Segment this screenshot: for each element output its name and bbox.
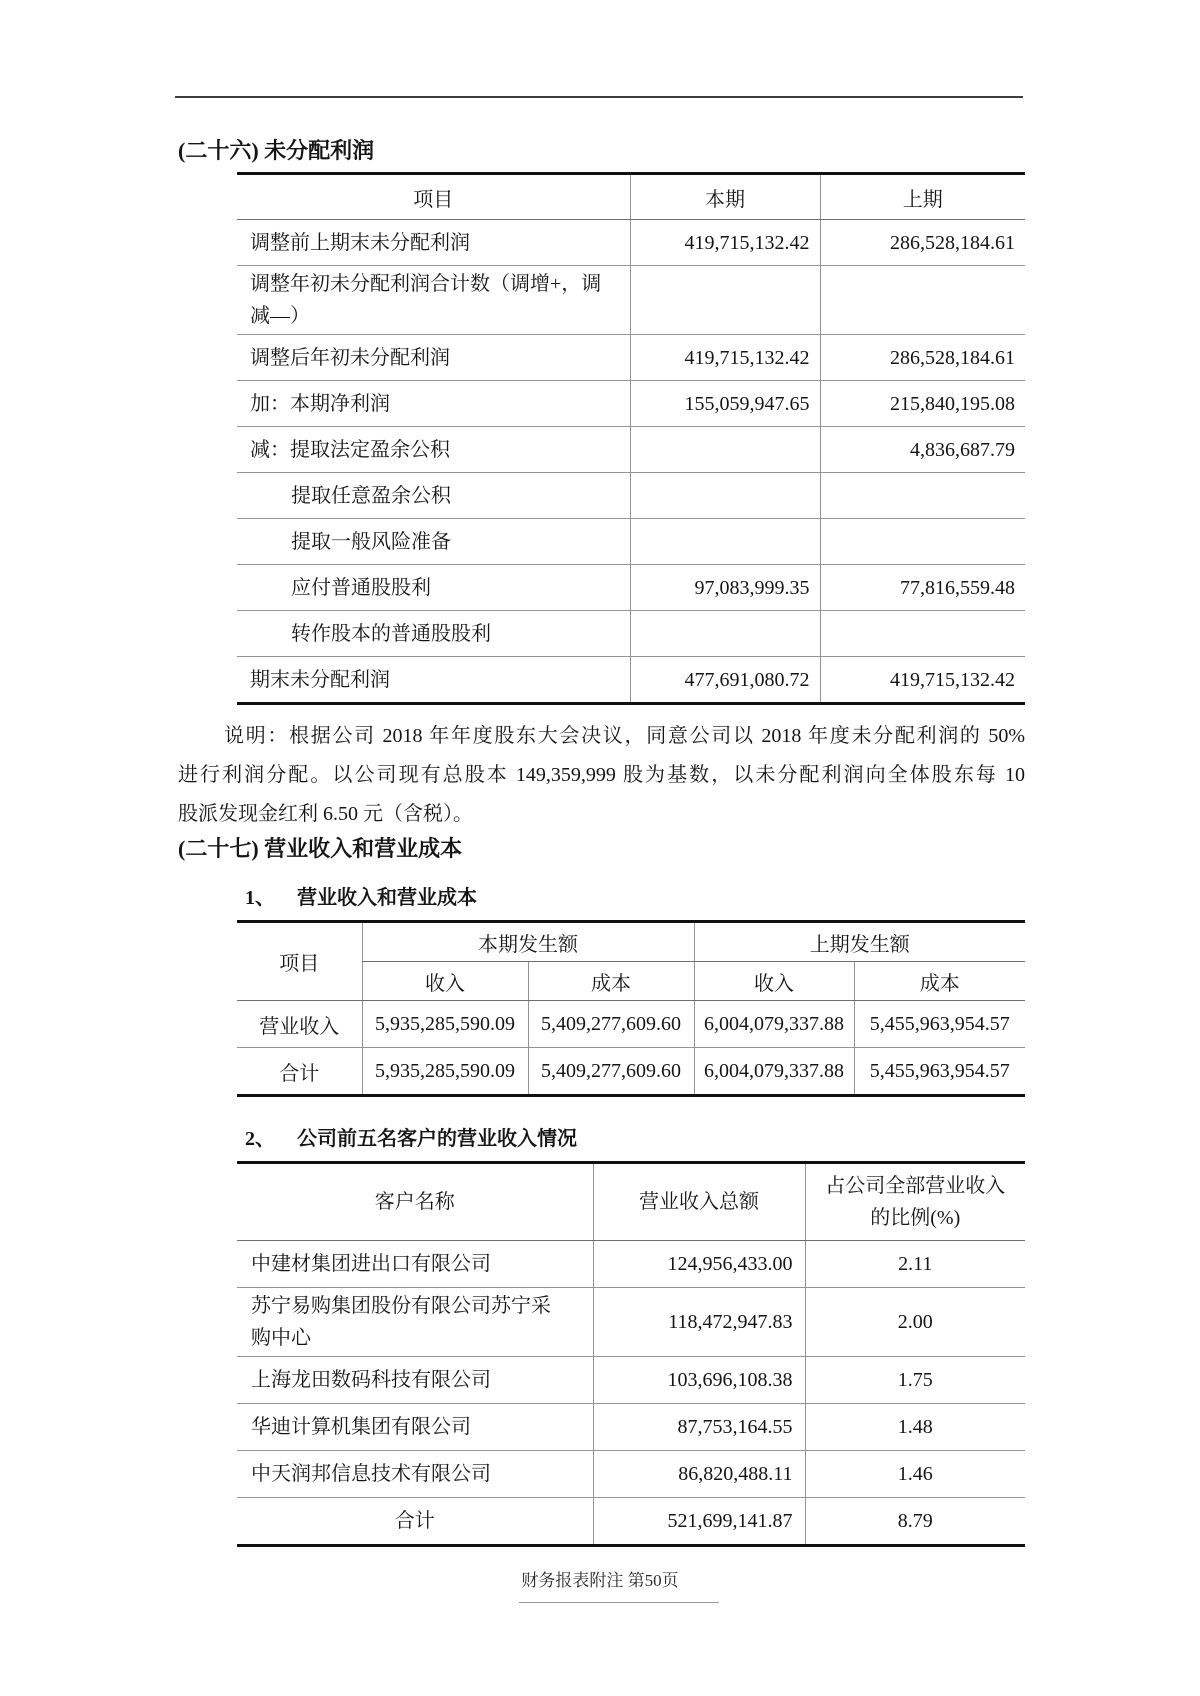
column-header-ratio-line2: 的比例(%) [870,1207,961,1229]
page-footer-text: 财务报表附注 第50页 [521,1571,679,1590]
column-header-current-group: 本期发生额 [362,922,694,962]
table-header-row [237,174,1025,220]
revenue-value: 124,956,433.00 [593,1241,805,1288]
column-header-item: 项目 [237,174,630,220]
row-label: 转作股本的普通股股利 [237,611,630,657]
current-period-value: 97,083,999.35 [630,565,820,611]
prior-cost-value: 5,455,963,954.57 [854,1001,1025,1048]
note-line: 进行利润分配。以公司现有总股本 149,359,999 股为基数，以未分配利润向全体股东每 10 [178,764,1025,786]
prior-period-value [820,611,1025,657]
page-footer-rule [519,1602,719,1603]
row-label: 调整年初未分配利润合计数（调增+，调减—） [237,266,630,335]
table-row [237,1001,1025,1048]
current-period-value [630,473,820,519]
table-row [237,335,1025,381]
current-cost-value: 5,409,277,609.60 [528,1001,694,1048]
current-income-value: 5,935,285,590.09 [362,1001,528,1048]
ratio-value: 1.75 [805,1357,1025,1404]
current-period-value [630,611,820,657]
column-header-prior-group: 上期发生额 [694,922,1025,962]
column-header-income: 收入 [362,962,528,1001]
subsection-number: 2、 [245,1128,275,1150]
prior-period-value [820,266,1025,335]
table-row [237,427,1025,473]
prior-period-value: 4,836,687.79 [820,427,1025,473]
subsection-title: 营业收入和营业成本 [297,887,477,909]
column-header-current-period: 本期 [630,174,820,220]
customer-name: 华迪计算机集团有限公司 [237,1404,593,1451]
column-header-customer: 客户名称 [237,1163,593,1241]
subsection-title: 公司前五名客户的营业收入情况 [297,1128,577,1150]
row-label: 提取一般风险准备 [237,519,630,565]
table-row [237,1357,1025,1404]
column-header-income: 收入 [694,962,854,1001]
table-header-row [237,922,1025,962]
row-label: 合计 [279,1062,320,1085]
top-customers-table [237,1161,1025,1547]
section-27-heading: (二十七) 营业收入和营业成本 [178,836,463,861]
table-row [237,1404,1025,1451]
table-row [237,519,1025,565]
row-label: 加：本期净利润 [237,381,630,427]
current-period-value [630,519,820,565]
prior-income-value: 6,004,079,337.88 [694,1001,854,1048]
row-label: 营业收入 [237,1001,362,1048]
column-header-item: 项目 [237,922,362,1001]
column-header-ratio-line1: 占公司全部营业收入 [825,1175,1006,1197]
row-label: 应付普通股股利 [237,565,630,611]
current-period-value: 155,059,947.65 [630,381,820,427]
row-label: 调整前上期末未分配利润 [237,220,630,266]
revenue-value: 103,696,108.38 [593,1357,805,1404]
current-period-value: 419,715,132.42 [630,220,820,266]
subsection-number: 1、 [245,887,275,909]
customer-name: 中天润邦信息技术有限公司 [237,1451,593,1498]
ratio-value: 2.11 [805,1241,1025,1288]
row-label: 期末未分配利润 [250,668,390,691]
total-label: 合计 [394,1510,435,1532]
ratio-value: 1.48 [805,1404,1025,1451]
page-content [178,136,1025,1547]
prior-income-value: 6,004,079,337.88 [694,1048,854,1096]
table-row [237,1498,1025,1546]
prior-period-value: 286,528,184.61 [820,220,1025,266]
current-income-value: 5,935,285,590.09 [362,1048,528,1096]
column-header-cost: 成本 [854,962,1025,1001]
ratio-value: 1.46 [805,1451,1025,1498]
undistributed-profit-table [237,172,1025,705]
prior-period-value: 419,715,132.42 [820,657,1025,704]
customer-name: 苏宁易购集团股份有限公司苏宁采购中心 [237,1288,593,1357]
prior-period-value: 286,528,184.61 [820,335,1025,381]
current-period-value [630,266,820,335]
row-label: 减：提取法定盈余公积 [237,427,630,473]
section-26-heading: (二十六) 未分配利润 [178,138,375,163]
revenue-value: 86,820,488.11 [593,1451,805,1498]
revenue-cost-table [237,920,1025,1097]
subsection-2-heading [245,1125,1025,1153]
total-revenue-value: 521,699,141.87 [593,1498,805,1546]
prior-cost-value: 5,455,963,954.57 [854,1048,1025,1096]
table-row [237,1451,1025,1498]
column-header-revenue: 营业收入总额 [593,1163,805,1241]
profit-distribution-note [178,717,1025,834]
revenue-value: 118,472,947.83 [593,1288,805,1357]
subsection-1-heading [245,884,1025,912]
customer-name: 上海龙田数码科技有限公司 [237,1357,593,1404]
prior-period-value: 215,840,195.08 [820,381,1025,427]
table-row [237,657,1025,704]
current-period-value: 419,715,132.42 [630,335,820,381]
table-row [237,1288,1025,1357]
table-row [237,266,1025,335]
column-header-ratio [805,1163,1025,1241]
current-period-value [630,427,820,473]
table-row [237,220,1025,266]
note-line: 说明：根据公司 2018 年年度股东大会决议，同意公司以 2018 年度未分配利润的 50% [224,725,1025,747]
ratio-value: 2.00 [805,1288,1025,1357]
table-row [237,565,1025,611]
table-row [237,473,1025,519]
note-line: 股派发现金红利 6.50 元（含税）。 [178,803,473,825]
table-row [237,611,1025,657]
revenue-value: 87,753,164.55 [593,1404,805,1451]
table-header-row [237,1163,1025,1241]
page-header-rule [175,96,1023,98]
row-label: 调整后年初未分配利润 [237,335,630,381]
prior-period-value [820,473,1025,519]
table-row [237,1048,1025,1096]
row-label: 提取任意盈余公积 [237,473,630,519]
prior-period-value: 77,816,559.48 [820,565,1025,611]
current-cost-value: 5,409,277,609.60 [528,1048,694,1096]
customer-name: 中建材集团进出口有限公司 [237,1241,593,1288]
total-ratio-value: 8.79 [805,1498,1025,1546]
current-period-value: 477,691,080.72 [630,657,820,704]
prior-period-value [820,519,1025,565]
column-header-prior-period: 上期 [820,174,1025,220]
column-header-cost: 成本 [528,962,694,1001]
table-row [237,1241,1025,1288]
table-row [237,381,1025,427]
